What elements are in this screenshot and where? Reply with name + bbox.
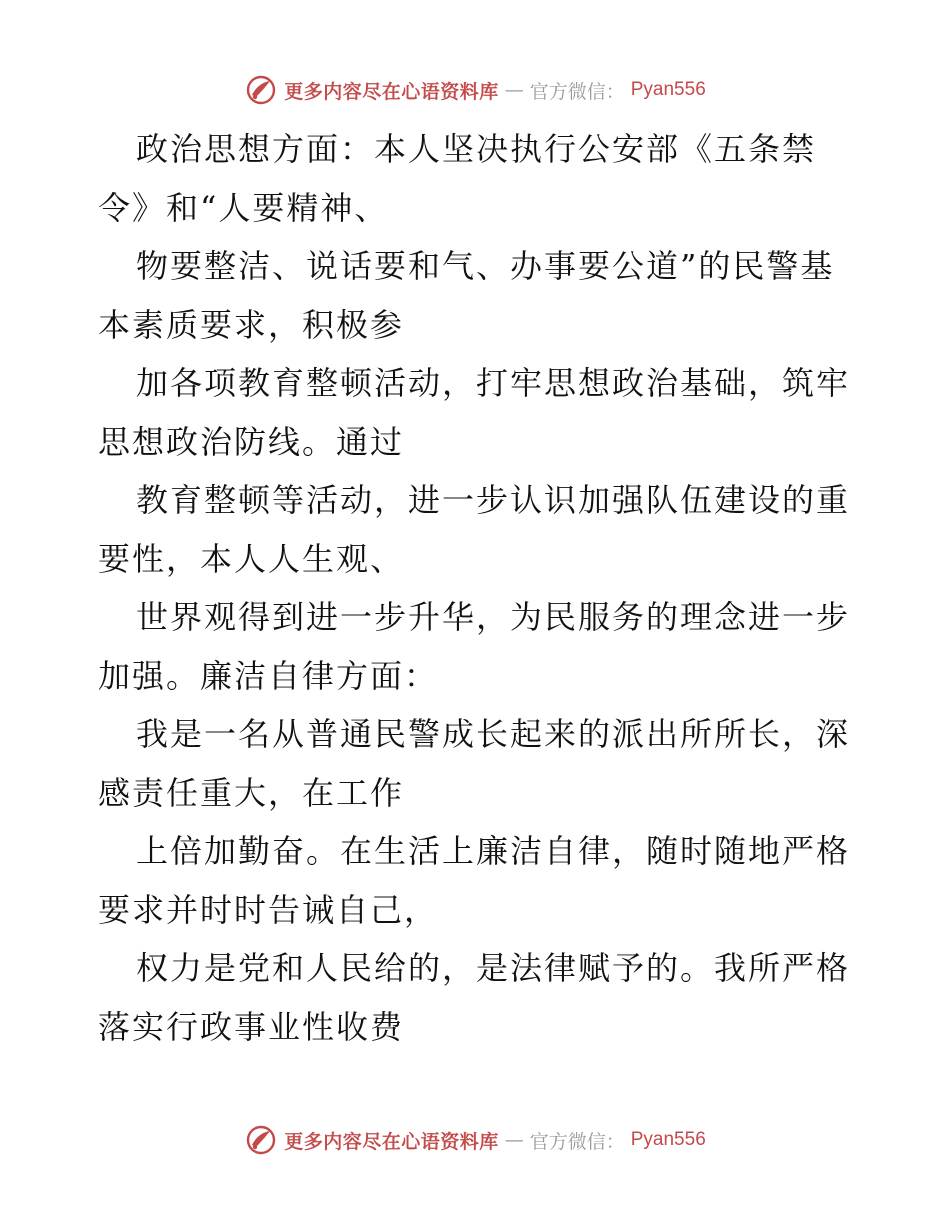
- text-line: 思想政治防线。通过: [98, 422, 405, 461]
- text-line: 教育整顿等活动，进一步认识加强队伍建设的重: [136, 481, 851, 519]
- text-line: 要求并时时告诫自己，: [98, 890, 439, 929]
- text-line: 令》和“人要精神、: [98, 188, 389, 227]
- wechat-id: Pyan556: [630, 1129, 706, 1150]
- banner-separator: —: [504, 79, 524, 101]
- text-line: 我是一名从普通民警成长起来的派出所所长，深: [136, 715, 851, 753]
- text-line: 物要整洁、说话要和气、办事要公道”的民警基: [136, 247, 835, 285]
- header-banner: [0, 70, 950, 110]
- text-line: 上倍加勤奋。在生活上廉洁自律，随时随地严格: [136, 832, 851, 870]
- brush-book-icon: [244, 1123, 278, 1157]
- footer-banner: [0, 1120, 950, 1160]
- wechat-id: Pyan556: [630, 79, 706, 100]
- wechat-label: 官方微信：: [529, 1130, 625, 1153]
- document-body: [98, 120, 858, 1056]
- banner-title: 更多内容尽在心语资料库: [284, 80, 499, 103]
- text-line: 感责任重大，在工作: [98, 773, 405, 812]
- banner-separator: —: [504, 1129, 524, 1151]
- text-line: 世界观得到进一步升华，为民服务的理念进一步: [136, 598, 851, 636]
- text-line: 加强。廉洁自律方面：: [98, 656, 439, 695]
- text-line: 权力是党和人民给的，是法律赋予的。我所严格: [136, 949, 851, 987]
- text-line: 落实行政事业性收费: [98, 1007, 405, 1046]
- banner-title: 更多内容尽在心语资料库: [284, 1130, 499, 1153]
- text-line: 要性，本人人生观、: [98, 539, 405, 578]
- text-line: 本素质要求，积极参: [98, 305, 405, 344]
- banner: [244, 1123, 706, 1157]
- text-line: 加各项教育整顿活动，打牢思想政治基础，筑牢: [136, 364, 851, 402]
- banner: [244, 73, 706, 107]
- wechat-label: 官方微信：: [529, 80, 625, 103]
- brush-book-icon: [244, 73, 278, 107]
- text-line: 政治思想方面：本人坚决执行公安部《五条禁: [136, 130, 817, 168]
